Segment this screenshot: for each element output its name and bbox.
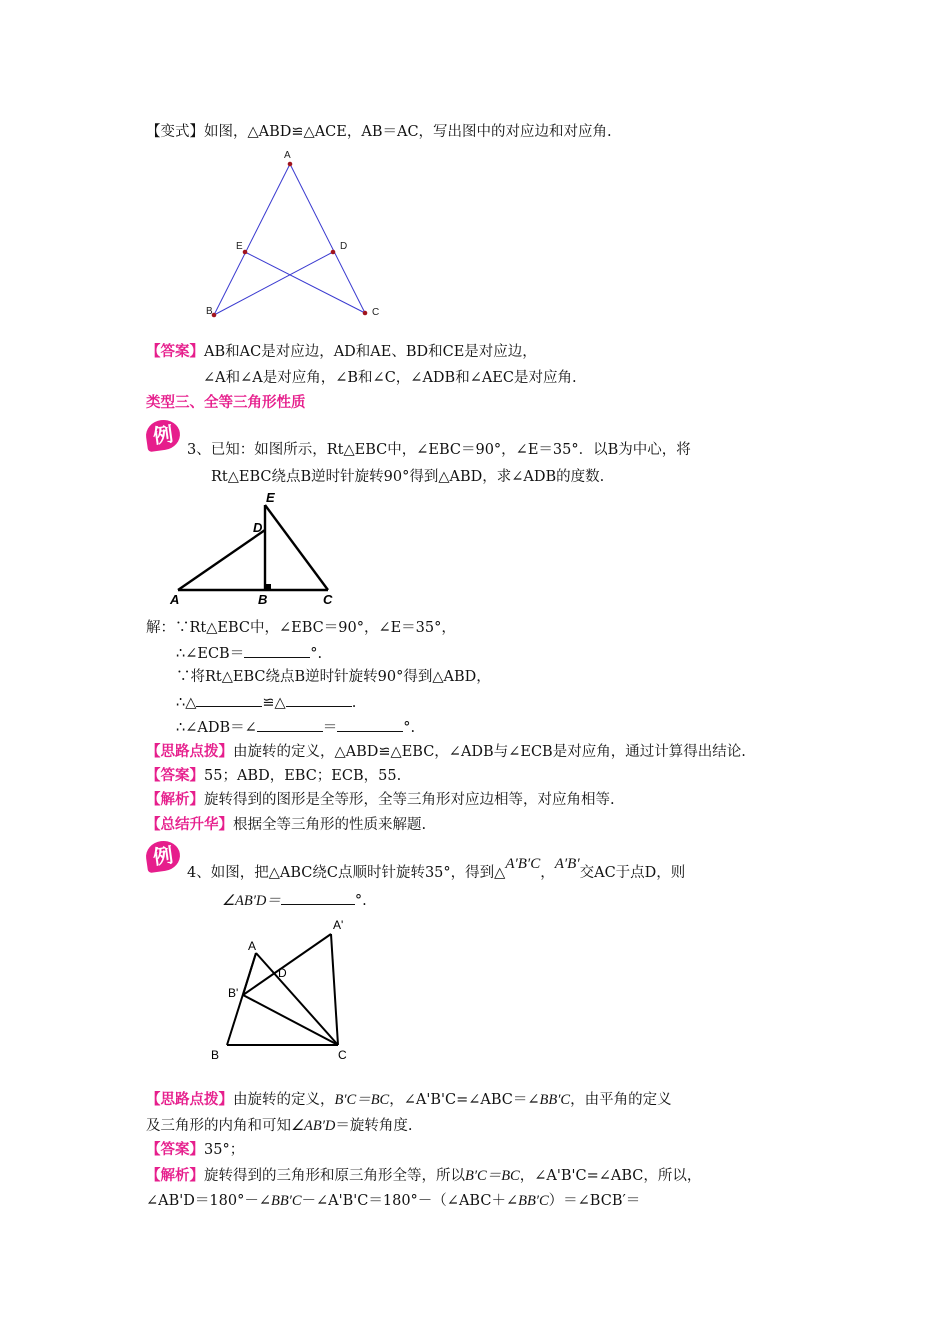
- answer-blank[interactable]: [281, 890, 355, 905]
- analysis4-line2: [146, 1191, 640, 1211]
- math-angle-abd: ∠AB′D: [291, 1118, 336, 1134]
- hint4-line1: [146, 1090, 672, 1110]
- hint4-text: ，由平角的定义: [570, 1092, 672, 1108]
- solution3-line1: 解：∵Rt△EBC中，∠EBC＝90°，∠E＝35°，: [146, 620, 456, 636]
- answer-blank[interactable]: [244, 643, 310, 658]
- summary3-text: 根据全等三角形的性质来解题.: [233, 817, 427, 833]
- math-abc-prime: A′B′C: [505, 856, 541, 872]
- segment-ab2: [243, 953, 256, 995]
- math-bbc: BB′C: [539, 1092, 571, 1108]
- label-d: D: [278, 966, 287, 980]
- hint4-text: ＝旋转角度.: [335, 1118, 413, 1134]
- label-a: A: [284, 150, 291, 161]
- edge-ec: [245, 252, 365, 313]
- analysis3-text: 旋转得到的图形是全等形，全等三角形对应边相等，对应角相等.: [204, 792, 615, 808]
- solution3-line2: [176, 643, 322, 664]
- answer4-tag: 【答案】: [146, 1142, 204, 1158]
- math-bc-equal: B′C＝BC: [334, 1092, 390, 1108]
- math-bbc: BB′C: [518, 1193, 549, 1209]
- hint4-text: 由旋转的定义，: [233, 1092, 335, 1108]
- answer1-line1: [146, 342, 537, 362]
- figure-isosceles-triangle: [200, 148, 390, 328]
- answer-blank[interactable]: [257, 717, 323, 732]
- segment-b2c: [243, 995, 338, 1045]
- math-bc-equal: B′C＝BC: [465, 1168, 520, 1184]
- solution3-line3: ∵将Rt△EBC绕点B逆时针旋转90°得到△ABD，: [176, 669, 491, 685]
- solution3-line4: [176, 692, 356, 713]
- solution3-line5: [176, 717, 415, 738]
- edge-ac: [290, 164, 365, 313]
- answer3-text: 55；ABD，EBC；ECB，55.: [204, 768, 402, 784]
- problem4-line2: [222, 890, 367, 911]
- point-c: [363, 311, 368, 316]
- hint4-tag: 【思路点拨】: [146, 1092, 233, 1108]
- answer-blank[interactable]: [337, 717, 403, 732]
- analysis4-text: －∠A'B'C＝180°－（∠ABC＋∠: [301, 1193, 519, 1209]
- analysis4-tag: 【解析】: [146, 1168, 204, 1184]
- solution3-text: °.: [403, 720, 416, 736]
- analysis4-text: ，∠A'B'C=∠ABC，所以，: [519, 1168, 702, 1184]
- answer-blank[interactable]: [286, 692, 352, 707]
- label-b: B: [206, 306, 213, 317]
- label-d: D: [253, 520, 263, 535]
- variant-question: [146, 122, 612, 142]
- label-a: A: [248, 939, 257, 953]
- summary3-tag: 【总结升华】: [146, 817, 233, 833]
- point-d: [331, 250, 336, 255]
- hint4-line2: [146, 1116, 412, 1136]
- answer-blank[interactable]: [196, 692, 262, 707]
- point-a: [288, 162, 293, 167]
- answer3: [146, 766, 401, 786]
- problem3-line2: Rt△EBC绕点B逆时针旋转90°得到△ABD，求∠ADB的度数.: [211, 469, 605, 485]
- problem4-text: 交AC于点D，则: [579, 865, 686, 881]
- hint3: [146, 742, 746, 762]
- answer1-tag: 【答案】: [146, 344, 204, 360]
- edge-ab: [214, 164, 290, 315]
- label-b-prime: B': [228, 986, 239, 1000]
- answer1-text1: AB和AC是对应边，AD和AE、BD和CE是对应边，: [204, 344, 537, 360]
- label-c: C: [372, 307, 380, 318]
- math-bbc: BB′C: [270, 1193, 302, 1209]
- solution3-text: ∴△: [176, 695, 197, 711]
- label-a-prime: A': [333, 918, 344, 932]
- edge-db: [214, 252, 333, 315]
- solution3-text: ≌△: [262, 695, 286, 711]
- answer4-text: 35°；: [204, 1142, 245, 1158]
- segment-b2a2: [243, 934, 331, 995]
- label-d: D: [340, 241, 348, 252]
- problem4-line1: [187, 856, 686, 883]
- example-badge: 例: [144, 418, 182, 452]
- problem4-text: ，: [540, 865, 555, 881]
- math-angle-abd: ∠AB′D＝: [222, 893, 281, 909]
- answer1-line2: ∠A和∠A是对应角，∠B和∠C，∠ADB和∠AEC是对应角.: [203, 370, 577, 386]
- hint3-tag: 【思路点拨】: [146, 744, 233, 760]
- analysis4-text: 旋转得到的三角形和原三角形全等，所以: [204, 1168, 465, 1184]
- figure-right-triangle: [166, 490, 346, 608]
- variant-text: 如图，△ABD≌△ACE，AB＝AC，写出图中的对应边和对应角.: [204, 124, 612, 140]
- label-c: C: [338, 1048, 347, 1062]
- label-e: E: [266, 490, 275, 505]
- solution3-text: ＝: [322, 720, 338, 736]
- point-e: [243, 250, 248, 255]
- segment-a2c: [331, 934, 338, 1045]
- answer3-tag: 【答案】: [146, 768, 204, 784]
- answer4: [146, 1140, 244, 1160]
- problem4-text: °.: [354, 893, 367, 909]
- problem4-text: 4、如图，把△ABC绕C点顺时针旋转35°，得到△: [187, 865, 506, 881]
- solution3-text: ∴∠ADB＝∠: [176, 720, 257, 736]
- segment-ec: [265, 505, 328, 590]
- solution3-text: ∴∠ECB＝: [176, 646, 245, 662]
- analysis4-line1: [146, 1166, 701, 1186]
- analysis4-text: ）＝∠BCB′＝: [548, 1193, 641, 1209]
- figure-rotation: [200, 915, 370, 1063]
- label-b: B: [258, 592, 268, 607]
- solution3-text: .: [351, 695, 357, 711]
- problem3-line1: 3、已知：如图所示，Rt△EBC中，∠EBC＝90°，∠E＝35°．以B为中心，将: [187, 442, 691, 458]
- label-e: E: [236, 241, 243, 252]
- hint3-text: 由旋转的定义，△ABD≌△EBC，∠ADB与∠ECB是对应角，通过计算得出结论.: [233, 744, 746, 760]
- label-c: C: [323, 592, 333, 607]
- summary3: [146, 815, 426, 835]
- solution3-text: °.: [310, 646, 323, 662]
- hint4-text: ，∠A'B'C=∠ABC＝∠: [389, 1092, 540, 1108]
- hint4-text: 及三角形的内角和可知: [146, 1118, 291, 1134]
- analysis3-tag: 【解析】: [146, 792, 204, 808]
- variant-tag: 【变式】: [146, 124, 204, 140]
- segment-ac: [256, 953, 338, 1045]
- segment-ad: [178, 530, 265, 590]
- label-b: B: [211, 1048, 220, 1062]
- right-angle-mark: [265, 584, 271, 590]
- analysis4-text: ∠AB'D＝180°－∠: [146, 1193, 271, 1209]
- example-badge: 例: [144, 839, 182, 873]
- section-title: 类型三、全等三角形性质: [146, 395, 306, 411]
- analysis3: [146, 790, 615, 810]
- math-ab-prime: A′B′: [554, 856, 580, 872]
- label-a: A: [170, 592, 180, 607]
